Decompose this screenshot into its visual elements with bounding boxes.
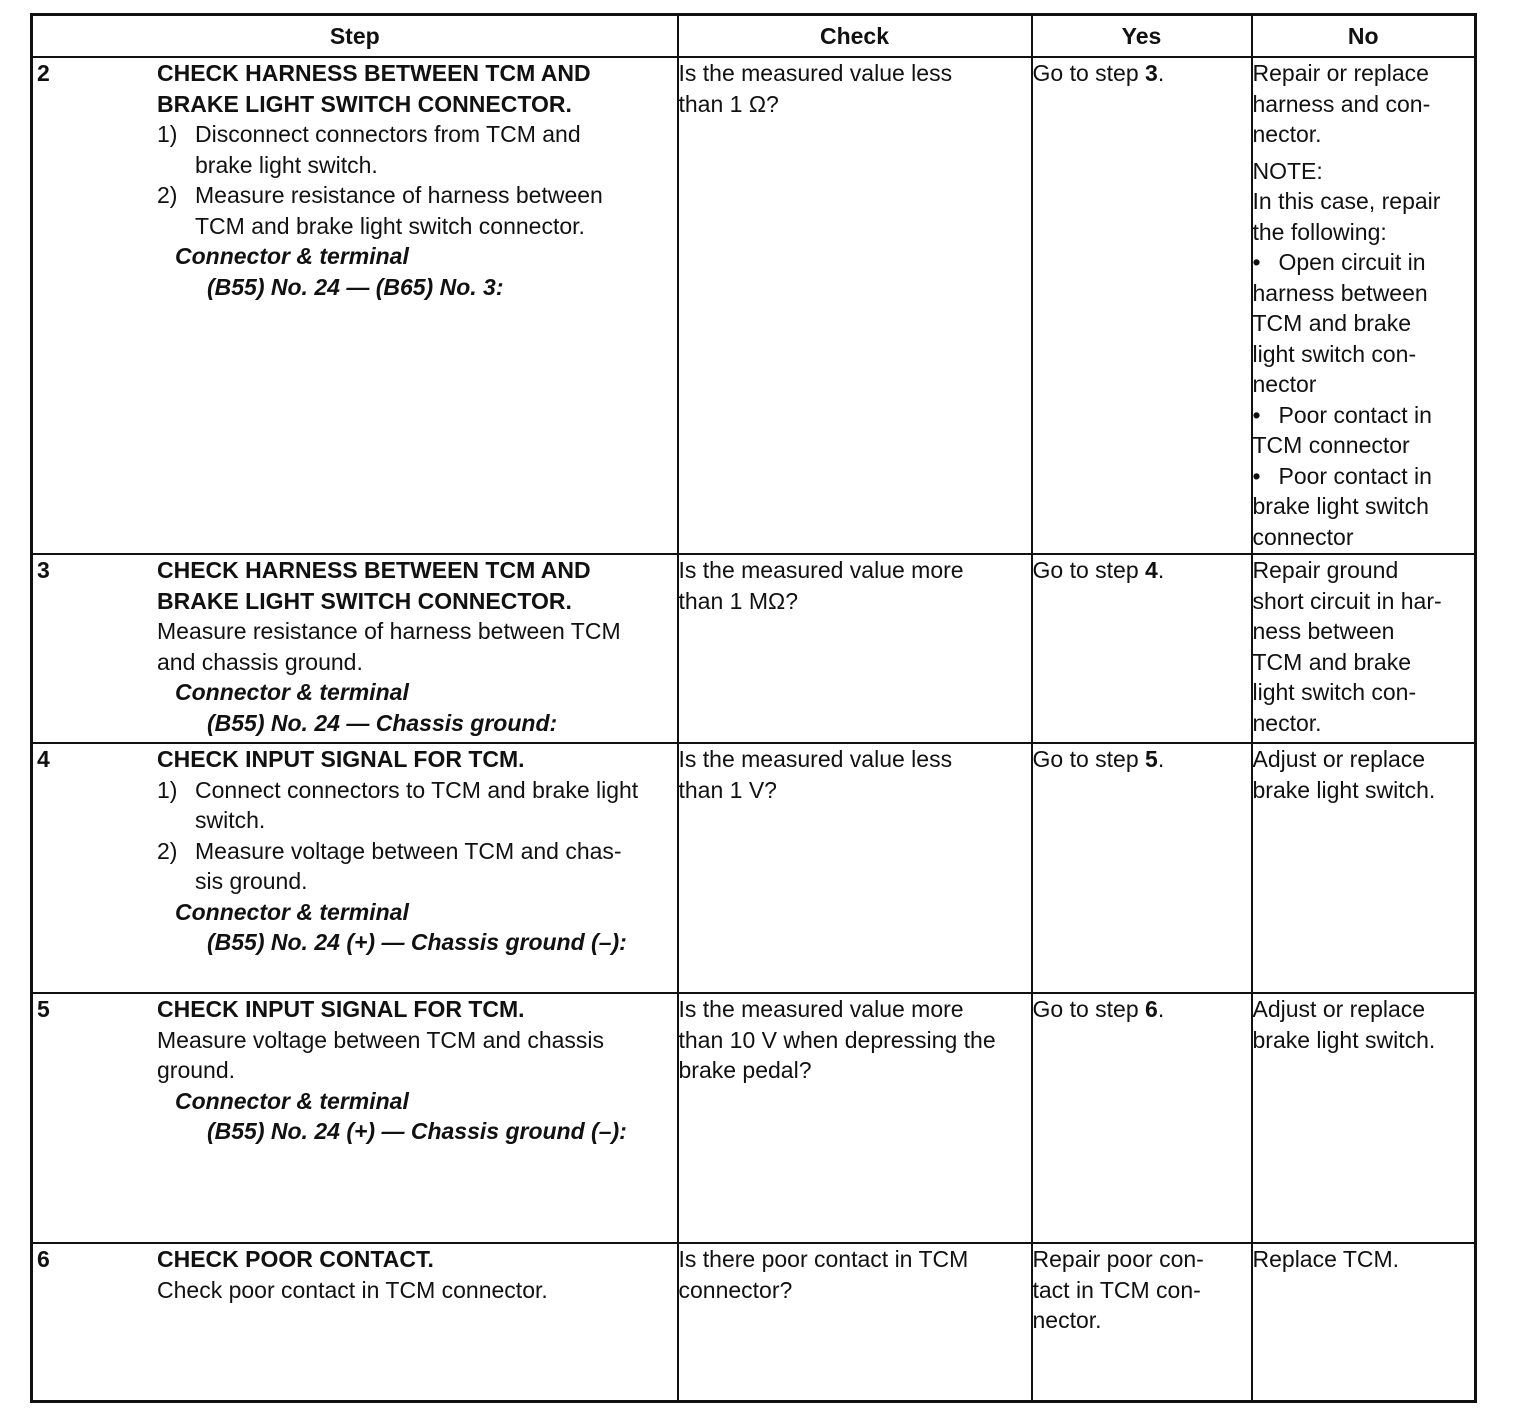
yes-cell: [1032, 993, 1252, 1243]
sub-step: [157, 836, 673, 897]
check-line: connector?: [678, 1276, 793, 1303]
no-cell: [1252, 743, 1476, 993]
check-line: than 10 V when depressing the: [678, 1026, 996, 1053]
header-check: Check: [678, 15, 1032, 58]
bullet-item: [1253, 400, 1475, 461]
check-line: than 1 MΩ?: [678, 587, 798, 614]
yes-line: tact in TCM con-: [1032, 1276, 1201, 1303]
check-cell: [678, 1243, 1032, 1401]
no-cell: [1252, 554, 1476, 743]
yes-cell: [1032, 1243, 1252, 1401]
header-no: No: [1252, 15, 1476, 58]
connector-label: Connector & terminal: [175, 1087, 409, 1114]
yes-step-ref: 3: [1145, 60, 1158, 86]
bullet-line: light switch con-: [1252, 340, 1417, 367]
sub-step-number: 2): [157, 182, 178, 208]
check-line: than 1 Ω?: [678, 90, 779, 117]
check-line: Is the measured value less: [678, 60, 953, 86]
step-cell: [32, 57, 678, 554]
check-cell: [678, 743, 1032, 993]
step-text-line: Measure resistance of harness between TCM: [157, 618, 621, 644]
sub-step-line: brake light switch.: [195, 151, 378, 178]
bullet-dot-icon: •: [1252, 249, 1261, 275]
no-cell: [1252, 993, 1476, 1243]
yes-suffix: .: [1157, 996, 1165, 1022]
yes-line: Repair poor con-: [1032, 1246, 1204, 1272]
step-text-line: and chassis ground.: [157, 648, 363, 675]
check-cell: [678, 993, 1032, 1243]
no-line: brake light switch.: [1252, 1026, 1436, 1053]
sub-step-number: 1): [157, 776, 178, 803]
bullet-line: TCM and brake: [1252, 310, 1412, 336]
bullet-line: Poor contact in: [1278, 401, 1432, 428]
step-title-line: BRAKE LIGHT SWITCH CONNECTOR.: [157, 90, 572, 117]
check-line: than 1 V?: [678, 776, 777, 803]
no-line: Adjust or replace: [1252, 996, 1426, 1022]
sub-step-line: Connect connectors to TCM and brake light: [195, 776, 639, 803]
connector-terminal: (B55) No. 24 (+) — Chassis ground (–):: [207, 1118, 627, 1144]
step-cell: [32, 993, 678, 1243]
sub-step: [157, 180, 673, 241]
yes-step-ref: 4: [1145, 557, 1158, 583]
no-cell: [1252, 57, 1476, 554]
yes-suffix: .: [1157, 60, 1165, 86]
table-row-step-5: [32, 993, 1476, 1243]
step-text-line: Measure voltage between TCM and chassis: [157, 1026, 605, 1053]
connector-terminal: (B55) No. 24 (+) — Chassis ground (–):: [207, 929, 627, 955]
yes-text: Go to step: [1032, 996, 1146, 1022]
bullet-line: connector: [1252, 523, 1354, 550]
bullet-item: [1253, 461, 1475, 553]
yes-line: nector.: [1032, 1307, 1102, 1333]
diagnostic-table: [30, 13, 1477, 1403]
step-number: 2: [37, 60, 50, 86]
check-line: brake pedal?: [678, 1057, 812, 1083]
table-row-step-2: [32, 57, 1476, 554]
check-line: Is the measured value more: [678, 557, 964, 583]
yes-text: Go to step: [1032, 60, 1146, 86]
step-title-line: BRAKE LIGHT SWITCH CONNECTOR.: [157, 587, 572, 614]
no-line: Replace TCM.: [1252, 1246, 1400, 1272]
step-cell: [32, 1243, 678, 1401]
step-cell: [32, 554, 678, 743]
no-line: Repair or replace: [1252, 60, 1429, 86]
note-label: NOTE:: [1252, 157, 1323, 184]
yes-suffix: .: [1157, 557, 1165, 583]
step-title-line: CHECK HARNESS BETWEEN TCM AND: [157, 557, 591, 583]
step-text-line: ground.: [157, 1057, 236, 1083]
no-line: light switch con-: [1252, 679, 1417, 705]
header-row: [32, 15, 1476, 58]
step-text-line: Check poor contact in TCM connector.: [157, 1276, 548, 1303]
no-line: nector.: [1252, 709, 1322, 736]
no-line: nector.: [1252, 121, 1322, 147]
sub-step-line: switch.: [195, 807, 266, 833]
sub-step-line: Measure voltage between TCM and chas-: [195, 837, 622, 864]
sub-step-line: sis ground.: [195, 868, 308, 894]
check-line: Is the measured value more: [678, 996, 964, 1022]
sub-step-number: 1): [157, 121, 178, 147]
step-title: [157, 994, 673, 1025]
connector-label: Connector & terminal: [175, 679, 409, 705]
sub-step-line: Measure resistance of harness between: [195, 182, 603, 208]
yes-cell: [1032, 554, 1252, 743]
check-cell: [678, 57, 1032, 554]
bullet-dot-icon: •: [1252, 401, 1261, 428]
table-row-step-4: [32, 743, 1476, 993]
check-line: Is the measured value less: [678, 746, 953, 772]
yes-cell: [1032, 743, 1252, 993]
sub-step-line: TCM and brake light switch connector.: [195, 212, 585, 239]
sub-step-number: 2): [157, 837, 178, 864]
header-step: Step: [32, 15, 678, 58]
sub-step: [157, 775, 673, 836]
table-row-step-6: [32, 1243, 1476, 1401]
step-title: [157, 58, 673, 119]
header-yes: Yes: [1032, 15, 1252, 58]
note-line: the following:: [1252, 218, 1387, 245]
yes-text: Go to step: [1032, 746, 1146, 772]
no-line: ness between: [1252, 618, 1395, 644]
connector-label: Connector & terminal: [175, 898, 409, 925]
no-line: harness and con-: [1252, 90, 1431, 117]
step-title: [157, 555, 673, 616]
step-number: 4: [37, 746, 50, 772]
step-title: [157, 744, 673, 775]
no-line: TCM and brake: [1252, 648, 1412, 675]
connector-terminal: (B55) No. 24 — (B65) No. 3:: [207, 273, 504, 300]
bullet-line: Poor contact in: [1278, 462, 1432, 489]
no-line: Adjust or replace: [1252, 746, 1426, 772]
connector-terminal: (B55) No. 24 — Chassis ground:: [207, 709, 558, 736]
no-cell: [1252, 1243, 1476, 1401]
no-line: Repair ground: [1252, 557, 1399, 583]
bullet-line: TCM connector: [1252, 432, 1410, 458]
yes-step-ref: 5: [1145, 746, 1158, 772]
step-title-line: CHECK INPUT SIGNAL FOR TCM.: [157, 996, 525, 1022]
table-row-step-3: [32, 554, 1476, 743]
sub-step: [157, 119, 673, 180]
step-number: 5: [37, 996, 50, 1022]
yes-step-ref: 6: [1145, 996, 1158, 1022]
bullet-line: nector: [1252, 371, 1317, 397]
yes-cell: [1032, 57, 1252, 554]
step-title-line: CHECK HARNESS BETWEEN TCM AND: [157, 60, 591, 86]
bullet-line: Open circuit in: [1278, 249, 1426, 275]
check-line: Is there poor contact in TCM: [678, 1246, 969, 1272]
step-title: [157, 1244, 673, 1275]
step-title-line: CHECK INPUT SIGNAL FOR TCM.: [157, 746, 525, 772]
connector-label: Connector & terminal: [175, 243, 409, 269]
bullet-item: [1253, 247, 1475, 400]
step-cell: [32, 743, 678, 993]
no-line: brake light switch.: [1252, 776, 1436, 803]
bullet-line: brake light switch: [1252, 493, 1429, 519]
yes-suffix: .: [1157, 746, 1165, 772]
step-number: 6: [37, 1246, 50, 1272]
note-line: In this case, repair: [1252, 188, 1441, 214]
step-title-line: CHECK POOR CONTACT.: [157, 1246, 434, 1272]
sub-step-line: Disconnect connectors from TCM and: [195, 121, 581, 147]
step-number: 3: [37, 557, 50, 583]
bullet-dot-icon: •: [1252, 462, 1261, 489]
check-cell: [678, 554, 1032, 743]
bullet-line: harness between: [1252, 279, 1428, 306]
no-line: short circuit in har-: [1252, 587, 1442, 614]
yes-text: Go to step: [1032, 557, 1146, 583]
